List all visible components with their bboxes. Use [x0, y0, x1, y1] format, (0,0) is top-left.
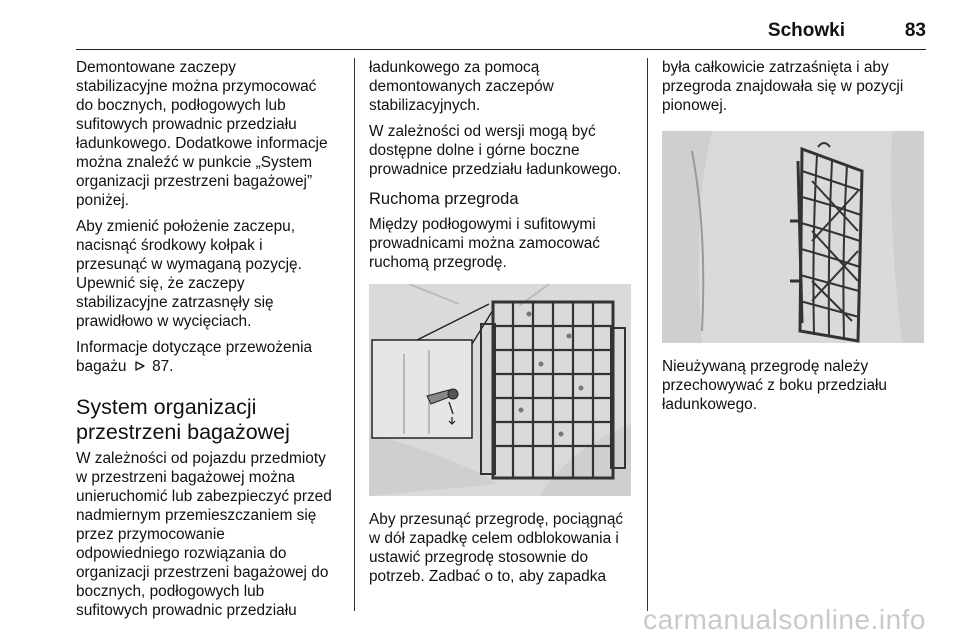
text-line: Aby zmienić położenie zaczepu, [76, 218, 296, 235]
text-line: prowadnice przedziału ładunkowego. [369, 161, 622, 178]
paragraph-move-divider [369, 510, 637, 586]
text-line: unieruchomić lub zabezpieczyć przed [76, 488, 332, 505]
text-line: potrzeb. Zadbać o to, aby zapadka [369, 568, 606, 585]
column-1 [76, 58, 346, 627]
text-line: Aby przesunąć przegrodę, pociągnąć [369, 511, 624, 528]
paragraph-continued [369, 58, 637, 115]
text-line: przegroda znajdowała się w pozycji [662, 78, 904, 95]
text-line: ładunkowego. [662, 396, 757, 413]
paragraph-stow-divider [662, 357, 930, 414]
paragraph-luggage-reference [76, 338, 346, 376]
paragraph-latch-locked [662, 58, 930, 115]
paragraph-change-position [76, 217, 346, 331]
text-line: sufitowych prowadnic przedziału [76, 116, 297, 133]
text-line: W zależności od pojazdu przedmioty [76, 450, 326, 467]
column-3 [662, 58, 930, 421]
heading-line: przestrzeni bagażowej [76, 420, 290, 444]
text-line: dostępne dolne i górne boczne [369, 142, 580, 159]
divider-net-illustration [369, 284, 631, 496]
text-line: prawidłowo w wycięciach. [76, 313, 252, 330]
text-line: ładunkowego za pomocą [369, 59, 540, 76]
page-section-title: Schowki [767, 20, 845, 41]
text-line: poniżej. [76, 192, 130, 209]
text-line: była całkowicie zatrzaśnięta i aby [662, 59, 889, 76]
text-line: stabilizacyjnych. [369, 97, 481, 114]
heading-line: System organizacji [76, 395, 257, 419]
watermark: carmanualsonline.info [643, 604, 926, 635]
text-line: bocznych, podłogowych lub [76, 583, 265, 600]
text-line: organizacji przestrzeni bagażowej do [76, 564, 329, 581]
text-line: nadmiernym przemieszczaniem się [76, 507, 317, 524]
header-rule [76, 49, 926, 50]
text-line: Demontowane zaczepy [76, 59, 236, 76]
paragraph-detachable-anchors [76, 58, 346, 210]
text-line: przechowywać z boku przedziału [662, 377, 887, 394]
stowed-divider-illustration [662, 131, 924, 343]
text-line: W zależności od wersji mogą być [369, 123, 596, 140]
text-fragment: bagażu [76, 358, 127, 375]
page-reference-link[interactable]: 87. [152, 358, 174, 375]
column-divider [354, 58, 355, 611]
text-line: przez przymocowanie [76, 526, 225, 543]
text-line: nacisnąć środkowy kołpak i [76, 237, 263, 254]
text-line: ustawić przegrodę stosownie do [369, 549, 589, 566]
text-line: ruchomą przegrodę. [369, 254, 507, 271]
text-line: demontowanych zaczepów [369, 78, 554, 95]
text-line: sufitowych prowadnic przedziału [76, 602, 297, 619]
paragraph-storage-system [76, 449, 346, 620]
text-line: pionowej. [662, 97, 728, 114]
section-heading-movable-divider: Ruchoma przegroda [369, 190, 519, 208]
arrow-reference-icon[interactable] [134, 360, 146, 372]
text-line: stabilizacyjne zatrzasnęły się [76, 294, 274, 311]
text-line: stabilizacyjne można przymocować [76, 78, 317, 95]
column-divider [647, 58, 648, 611]
text-line: Między podłogowymi i sufitowymi [369, 216, 596, 233]
text-line [76, 357, 346, 376]
paragraph-movable-divider [369, 215, 637, 272]
text-line: można znaleźć w punkcie „System [76, 154, 313, 171]
text-line: Informacje dotyczące przewożenia [76, 339, 313, 356]
text-line: przesunąć w wymaganą pozycję. [76, 256, 302, 273]
text-line: organizacji przestrzeni bagażowej” [76, 173, 313, 190]
text-line: Nieużywaną przegrodę należy [662, 358, 869, 375]
text-line: ładunkowego. Dodatkowe informacje [76, 135, 328, 152]
column-2 [369, 58, 637, 593]
text-line: do bocznych, podłogowych lub [76, 97, 286, 114]
paragraph-side-rails [369, 122, 637, 179]
text-line: prowadnicami można zamocować [369, 235, 600, 252]
text-line: Upewnić się, że zaczepy [76, 275, 245, 292]
page-number: 83 [904, 20, 926, 41]
text-line: w przestrzeni bagażowej można [76, 469, 295, 486]
text-line: w dół zapadkę celem odblokowania i [369, 530, 619, 547]
text-line: odpowiedniego rozwiązania do [76, 545, 287, 562]
section-heading-storage-system [76, 395, 346, 445]
